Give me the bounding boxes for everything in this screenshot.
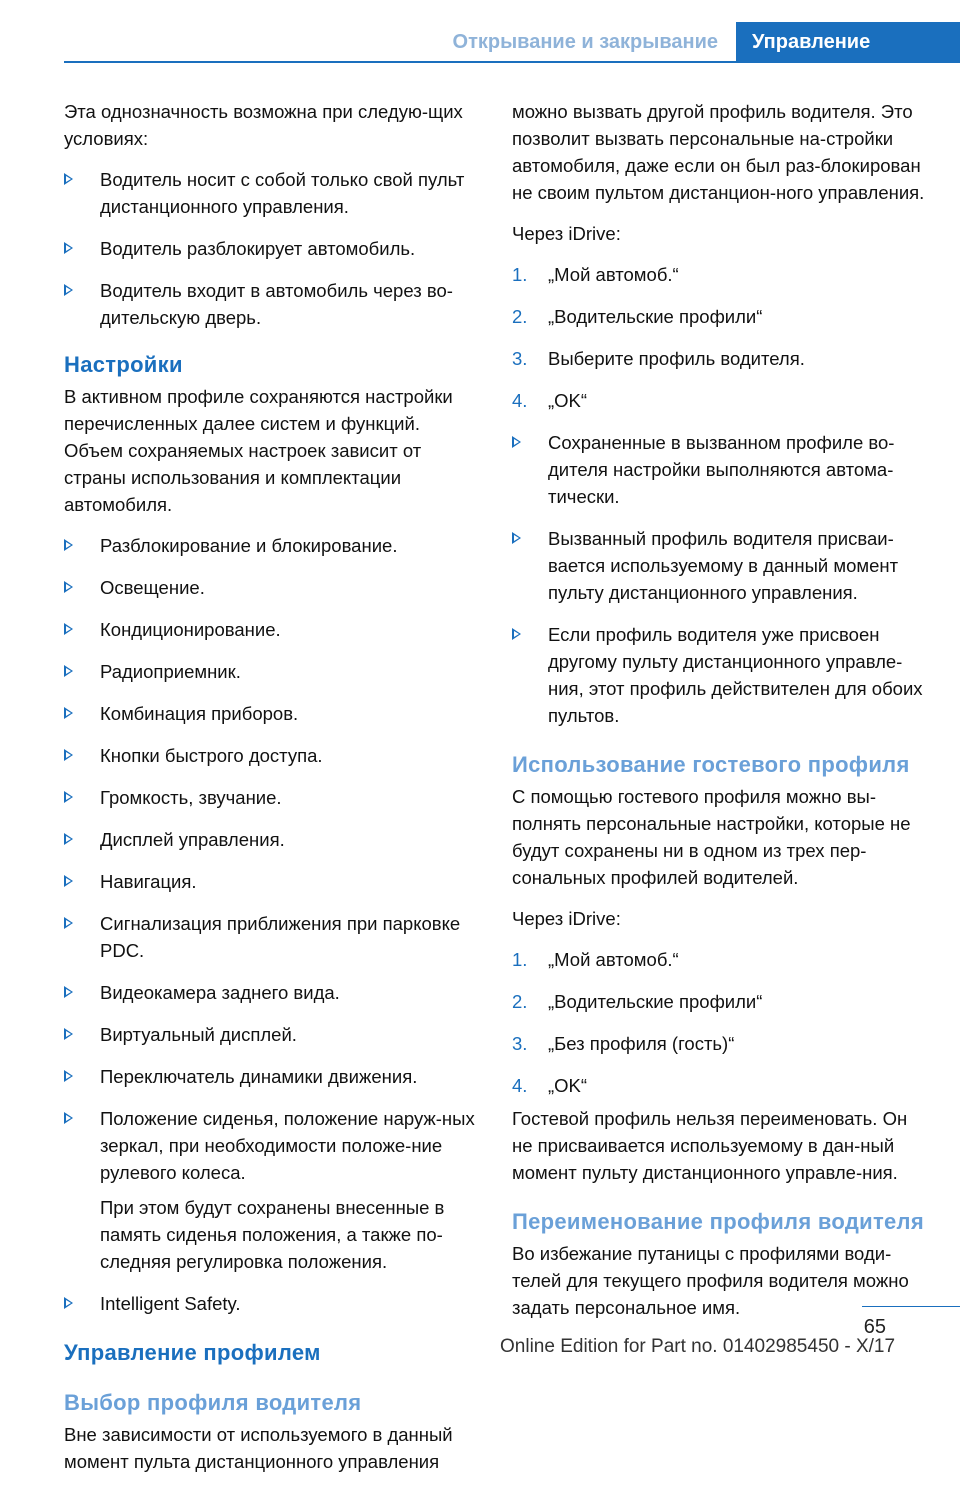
list-item: Кондиционирование.: [64, 616, 482, 643]
chapter-tab[interactable]: Управление: [736, 22, 960, 62]
list-item: Intelligent Safety.: [64, 1290, 482, 1317]
select-profile-paragraph: Вне зависимости от используемого в данный момент пульта дистанционного управления: [64, 1424, 453, 1472]
settings-paragraph: В активном профиле сохраняются настройки перечисленных далее систем и функций. Объем сохраняемых настроек зависит от страны использования и комплектации автомобиля.: [64, 386, 453, 515]
settings-list: [64, 532, 482, 1317]
step-item: 3. Выберите профиль водителя.: [512, 348, 805, 369]
page-number: 65: [863, 1316, 886, 1338]
triangle-bullet-icon: [64, 1070, 73, 1082]
triangle-bullet-icon: [512, 628, 521, 640]
triangle-bullet-icon: [64, 173, 73, 185]
select-profile-continued: можно вызвать другой профиль водителя. Это позволит вызвать персональные на-стройки автомобиля, даже если он был раз-блокирован не своим пультом дистанцион-ного управления.: [512, 101, 925, 203]
list-item: Дисплей управления.: [64, 826, 482, 853]
triangle-bullet-icon: [64, 875, 73, 887]
list-item: Переключатель динамики движения.: [64, 1063, 482, 1090]
list-item: Комбинация приборов.: [64, 700, 482, 727]
results-list: [512, 429, 932, 729]
step-item: 2. „Водительские профили“: [512, 306, 763, 327]
list-item: Громкость, звучание.: [64, 784, 482, 811]
triangle-bullet-icon: [512, 532, 521, 544]
select-steps-list: [512, 261, 932, 414]
settings-heading: Настройки: [64, 352, 183, 377]
step-item: 4. „OK“: [512, 390, 588, 411]
page-number-rule: [862, 1306, 960, 1307]
rename-profile-paragraph: Во избежание путаницы с профилями води-телей для текущего профиля водителя можно задать персональное имя.: [512, 1243, 909, 1318]
list-item: Водитель разблокирует автомобиль.: [64, 235, 482, 262]
list-item: Положение сиденья, положение наруж-ных зеркал, при необходимости положе-ние рулевого колеса. При этом будут сохранены внесенные в память сиденья положения, а также по-следняя регулировка положения.: [64, 1105, 482, 1275]
triangle-bullet-icon: [64, 1028, 73, 1040]
guest-profile-paragraph: С помощью гостевого профиля можно вы-полнять персональные настройки, которые не будут сохранены ни в одном из трех пер-сональных профилей водителей.: [512, 786, 911, 888]
triangle-bullet-icon: [64, 749, 73, 761]
triangle-bullet-icon: [64, 284, 73, 296]
profile-management-heading: Управление профилем: [64, 1340, 321, 1365]
list-item: Сохраненные в вызванном профиле во-дителя настройки выполняются автома-тически.: [512, 429, 932, 510]
list-item: Вызванный профиль водителя присваи-вается используемому в данный момент пульту дистанционного управления.: [512, 525, 932, 606]
triangle-bullet-icon: [512, 436, 521, 448]
header-rule: [64, 61, 960, 63]
select-profile-heading: Выбор профиля водителя: [64, 1390, 362, 1415]
guest-steps-list: [512, 946, 932, 1099]
triangle-bullet-icon: [64, 917, 73, 929]
intro-paragraph: Эта однозначность возможна при следую-щих условиях:: [64, 101, 463, 149]
triangle-bullet-icon: [64, 665, 73, 677]
triangle-bullet-icon: [64, 539, 73, 551]
triangle-bullet-icon: [64, 986, 73, 998]
guest-profile-note: Гостевой профиль нельзя переименовать. Он не присваивается используемому в дан-ный момент пульту дистанционного управле-ния.: [512, 1108, 908, 1183]
list-item: Сигнализация приближения при парковке PDC.: [64, 910, 482, 964]
list-item: Освещение.: [64, 574, 482, 601]
section-tab[interactable]: Открывание и закрывание: [452, 31, 718, 53]
triangle-bullet-icon: [64, 791, 73, 803]
list-item: Кнопки быстрого доступа.: [64, 742, 482, 769]
triangle-bullet-icon: [64, 1112, 73, 1124]
rename-profile-heading: Переименование профиля водителя: [512, 1209, 924, 1234]
conditions-list: [64, 166, 482, 331]
list-item: Разблокирование и блокирование.: [64, 532, 482, 559]
edition-text: Online Edition for Part no. 01402985450 - X/17: [500, 1336, 896, 1357]
list-item: Радиоприемник.: [64, 658, 482, 685]
step-item: 1. „Мой автомоб.“: [512, 264, 679, 285]
triangle-bullet-icon: [64, 833, 73, 845]
list-item: Навигация.: [64, 868, 482, 895]
step-item: 3. „Без профиля (гость)“: [512, 1033, 735, 1054]
seat-memory-note: При этом будут сохранены внесенные в память сиденья положения, а также по-следняя регулировка положения.: [100, 1197, 445, 1272]
list-item: Видеокамера заднего вида.: [64, 979, 482, 1006]
right-column: [512, 98, 932, 1335]
triangle-bullet-icon: [64, 623, 73, 635]
step-item: 1. „Мой автомоб.“: [512, 949, 679, 970]
list-item: Водитель входит в автомобиль через во-дительскую дверь.: [64, 277, 482, 331]
footer-edition: [500, 1336, 895, 1358]
via-idrive-label-2: Через iDrive:: [512, 908, 621, 929]
list-item: Водитель носит с собой только свой пульт дистанционного управления.: [64, 166, 482, 220]
page-header: [0, 0, 960, 62]
triangle-bullet-icon: [64, 707, 73, 719]
triangle-bullet-icon: [64, 242, 73, 254]
step-item: 2. „Водительские профили“: [512, 991, 763, 1012]
triangle-bullet-icon: [64, 1297, 73, 1309]
left-column: [64, 98, 482, 1489]
triangle-bullet-icon: [64, 581, 73, 593]
guest-profile-heading: Использование гостевого профиля: [512, 752, 910, 777]
step-item: 4. „OK“: [512, 1075, 588, 1096]
via-idrive-label: Через iDrive:: [512, 223, 621, 244]
list-item: Если профиль водителя уже присвоен другому пульту дистанционного управле-ния, этот профиль действителен для обоих пультов.: [512, 621, 932, 729]
list-item: Виртуальный дисплей.: [64, 1021, 482, 1048]
